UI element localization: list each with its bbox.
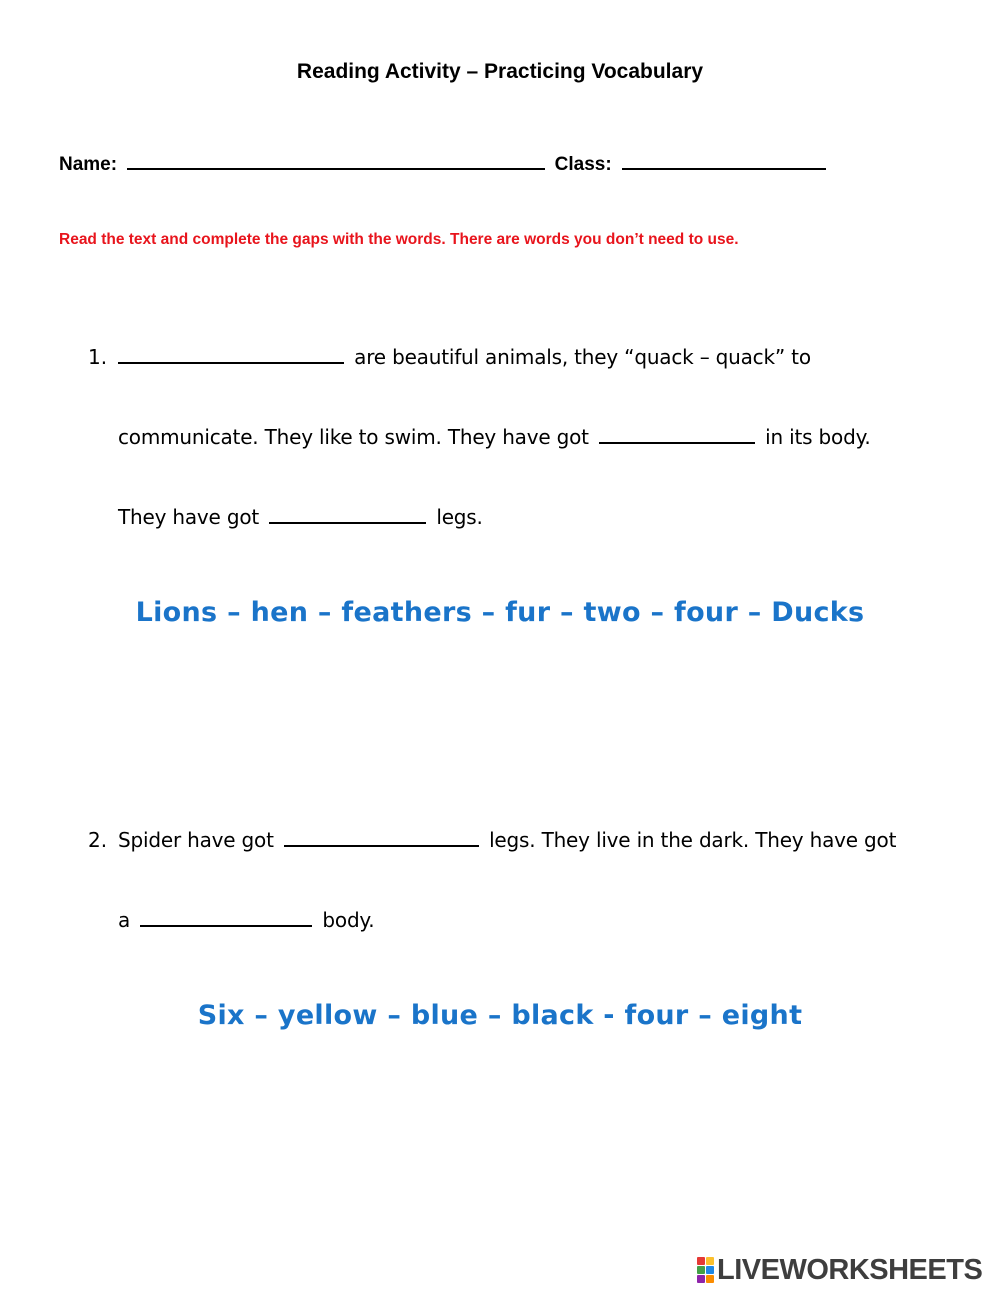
liveworksheets-logo [697,1254,982,1286]
question-2-line-1 [118,828,896,852]
student-info-line [59,151,830,176]
class-field[interactable] [622,151,826,170]
question-1-text: legs. [436,505,483,529]
question-1-text: are beautiful animals, they “quack – quack” to [354,345,811,369]
question-2-text: legs. They live in the dark. They have got [489,828,897,852]
question-1-line-1 [118,345,811,369]
question-1-line-3 [118,505,483,529]
liveworksheets-logo-icon [697,1257,714,1283]
question-1-text: They have got [118,505,259,529]
question-1-gap-1[interactable] [118,345,344,364]
question-1-gap-3[interactable] [269,505,426,524]
question-2-text: body. [322,908,375,932]
question-2-text: Spider have got [118,828,274,852]
question-1-text: communicate. They like to swim. They have got [118,425,589,449]
question-2-text: a [118,908,131,932]
question-2-word-bank: Six – yellow – blue – black - four – eight [197,1000,803,1031]
name-field[interactable] [127,151,545,170]
page-title: Reading Activity – Practicing Vocabulary [296,60,704,83]
name-label: Name: [59,154,118,175]
question-2-gap-2[interactable] [140,908,312,927]
liveworksheets-logo-text: LIVEWORKSHEETS [717,1253,983,1286]
question-1-gap-2[interactable] [599,425,755,444]
instruction-text: Read the text and complete the gaps with the words. There are words you don’t need to use. [59,231,739,248]
question-1-number: 1. [88,345,108,369]
question-2-line-2 [118,908,374,932]
question-2-number: 2. [88,828,108,852]
question-1-word-bank: Lions – hen – feathers – fur – two – four – Ducks [135,597,865,628]
question-1-text: in its body. [765,425,871,449]
question-2-gap-1[interactable] [284,828,479,847]
class-label: Class: [554,154,612,175]
question-1-line-2 [118,425,871,449]
